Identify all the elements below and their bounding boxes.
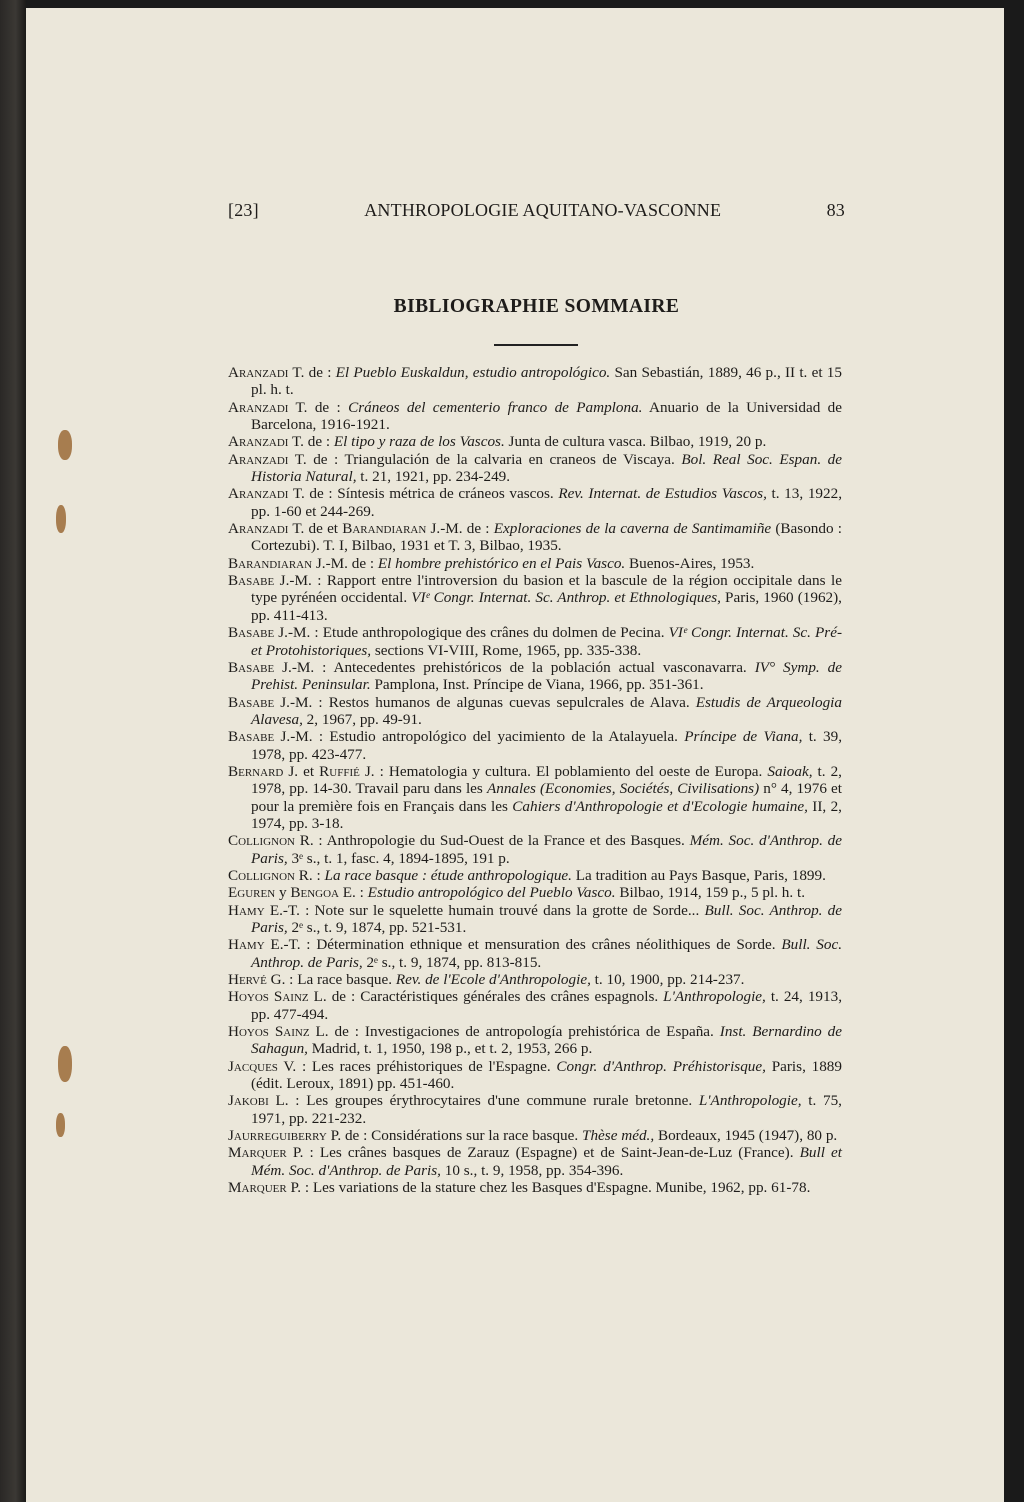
citation-text: J.-M. : Etude anthropologique des crânes du dolmen de Pecina. [274,624,669,642]
citation-text: Junta de cultura vasca. Bilbao, 1919, 20 p. [504,433,767,451]
author-name: Bengoa [290,884,339,902]
citation-text: T. de : [288,364,336,381]
citation-text: J.-M. : Estudio antropológico del yacimiento de la Atalayuela. [274,728,685,746]
work-title: Estudio antropológico del Pueblo Vasco. [367,884,616,902]
author-name: Marquer [228,1144,287,1162]
citation-text: V. : Les races préhistoriques de l'Espagne. [277,1057,557,1075]
citation-text: n° 4, 1976 et pour la première fois en Français dans les [251,780,843,815]
author-name: Aranzadi [228,433,289,451]
bibliography-entry [228,902,842,937]
binding-stain [56,505,66,533]
citation-text: Paris, 1889 (édit. Leroux, 1891) pp. 451-460. [251,1057,842,1093]
bibliography-entry [228,971,842,988]
citation-text: 2ᵉ s., t. 9, 1874, pp. 521-531. [287,919,467,936]
author-name: Aranzadi [228,520,289,538]
citation-text: R. : Anthropologie du Sud-Ouest de la France et des Basques. [294,832,690,850]
running-title: ANTHROPOLOGIE AQUITANO-VASCONNE [364,200,722,220]
work-title: Mém. Soc. d'Anthrop. de Paris, [251,832,842,867]
binding-stain [58,1046,72,1082]
work-title: Rev. Internat. de Estudios Vascos, [558,485,767,503]
bibliography-entry [228,399,842,434]
page-title: BIBLIOGRAPHIE SOMMAIRE [393,296,680,317]
citation-text: T. de et [288,520,343,538]
citation-text: E.-T. : Détermination ethnique et mensuration des crânes néolithiques de Sorde. [264,936,782,954]
bibliography-entry [228,520,842,555]
author-name: Collignon [228,832,295,850]
bibliography-entry [228,1127,842,1144]
citation-text: J.-M. de : [426,520,494,538]
work-title: Estudis de Arqueologia Alavesa, [251,693,842,728]
bibliography-entry [228,936,842,971]
citation-text: Buenos-Aires, 1953. [625,554,755,572]
work-title: IV° Symp. de Prehist. Peninsular. [251,658,843,694]
citation-text: Anuario de la Universidad de Barcelona, 1916-1921. [251,398,842,434]
author-name: Basabe [228,572,275,590]
citation-text: 2ᵉ s., t. 9, 1874, pp. 813-815. [362,953,542,971]
work-title: Cahiers d'Anthropologie et d'Ecologie humaine, [512,797,808,815]
author-name: Aranzadi [228,485,289,503]
citation-text: J. : Hematologia y cultura. El poblamiento del oeste de Europa. [359,762,768,780]
citation-text: J. et [283,762,320,780]
citation-text: Pamplona, Inst. Príncipe de Viana, 1966, pp. 351-361. [370,676,704,694]
author-name: Barandiaran [342,520,427,538]
author-name: Jakobi [228,1092,269,1110]
work-title: El hombre prehistórico en el Pais Vasco. [377,554,626,572]
adjacent-page-edge [0,0,26,1502]
citation-text: 2, 1967, pp. 49-91. [302,710,422,728]
author-name: Marquer [228,1179,287,1197]
author-name: Hoyos Sainz [228,988,309,1006]
bibliography-entry [228,988,842,1023]
work-title: Exploraciones de la caverna de Santimamiñe [493,520,772,538]
work-title: L'Anthropologie, [698,1092,802,1110]
bibliography-entry [228,694,842,729]
work-title: El Pueblo Euskaldun, estudio antropológico. [335,364,611,381]
work-title: Saioak, [767,762,813,780]
title-rule [494,344,578,346]
author-name: Bernard [228,762,284,780]
work-title: Annales (Economies, Sociétés, Civilisations) [486,780,760,798]
bibliography-entry [228,763,842,832]
bibliography-entry [228,555,842,572]
author-name: Eguren [228,884,276,902]
citation-text: J.-M. de : [312,554,378,572]
citation-text: y [275,884,291,902]
binding-stain [58,430,72,460]
citation-text: San Sebastián, 1889, 46 p., II t. et 15 pl. h. t. [251,364,842,399]
work-title: Inst. Bernardino de Sahagun, [251,1023,843,1058]
work-title: Príncipe de Viana, [684,728,803,746]
citation-text: J.-M. : Rapport entre l'introversion du basion et la bascule de la région occipitale dans le type pyrénéen occidental. [251,572,842,607]
citation-text: t. 10, 1900, pp. 214-237. [590,971,745,989]
page-number: 83 [826,200,845,220]
bibliography-entry [228,867,842,884]
bibliography-entry [228,1023,842,1058]
bibliography-entry [228,832,842,867]
citation-text: G. : La race basque. [266,971,396,989]
citation-text: Madrid, t. 1, 1950, 198 p., et t. 2, 1953, 266 p. [307,1040,593,1058]
bibliography-list [228,364,842,1197]
citation-text: t. 75, 1971, pp. 221-232. [251,1092,842,1127]
work-title: VIᵉ Congr. Internat. Sc. Pré- et Protohistoriques, [251,624,842,659]
citation-text: P. de : Considérations sur la race basque. [326,1127,582,1145]
author-name: Basabe [228,624,275,642]
citation-text: E.-T. : Note sur le squelette humain trouvé dans la grotte de Sorde... [264,901,705,919]
author-name: Aranzadi [228,450,289,468]
citation-text: L. de : Investigaciones de antropología prehistórica de España. [309,1023,720,1041]
citation-text: P. : Les crânes basques de Zarauz (Espagne) et de Saint-Jean-de-Luz (France). [286,1144,800,1162]
citation-text: T. de : [288,433,334,451]
bibliography-entry [228,364,842,399]
binding-stain [56,1113,65,1137]
citation-text: T. de : Síntesis métrica de cráneos vascos. [288,485,559,503]
citation-text: R. : [294,866,325,884]
citation-text: Bilbao, 1914, 159 p., 5 pl. h. t. [615,884,805,902]
citation-text: 10 s., t. 9, 1958, pp. 354-396. [440,1161,624,1179]
bibliography-entry [228,624,842,659]
bibliography-entry [228,433,842,450]
bibliography-entry [228,659,842,694]
author-name: Collignon [228,866,295,884]
bibliography-entry [228,572,842,624]
bibliography-entry [228,1058,842,1093]
author-name: Aranzadi [228,398,289,416]
citation-text: J.-M. : Restos humanos de algunas cuevas sepulcrales de Alava. [274,693,696,711]
bibliography-entry [228,1144,842,1179]
work-title: Bol. Real Soc. Espan. de Historia Natural, [251,450,843,486]
citation-text: T. de : Triangulación de la calvaria en craneos de Viscaya. [288,450,682,468]
author-name: Jaurreguiberry [228,1127,327,1145]
citation-text: II, 2, 1974, pp. 3-18. [251,797,842,832]
citation-text: 3ᵉ s., t. 1, fasc. 4, 1894-1895, 191 p. [287,849,510,867]
citation-text: t. 21, 1921, pp. 234-249. [356,468,511,486]
author-name: Ruffié [319,762,360,780]
citation-text: Bordeaux, 1945 (1947), 80 p. [654,1127,838,1145]
work-title: Rev. de l'Ecole d'Anthropologie, [395,971,591,989]
citation-text: t. 24, 1913, pp. 477-494. [251,988,842,1023]
bibliography-entry [228,485,842,520]
citation-text: sections VI-VIII, Rome, 1965, pp. 335-338. [371,641,642,659]
citation-text: L. : Les groupes érythrocytaires d'une commune rurale bretonne. [268,1092,699,1110]
bibliography-entry [228,728,842,763]
bibliography-entry [228,884,842,901]
citation-text: (Basondo : Cortezubi). T. I, Bilbao, 1931 et T. 3, Bilbao, 1935. [251,520,843,555]
bibliography-entry [228,451,842,486]
author-name: Hamy [228,936,265,954]
work-title: Cráneos del cementerio franco de Pamplona. [348,398,643,416]
citation-text: t. 39, 1978, pp. 423-477. [251,728,843,763]
author-name: Basabe [228,728,275,746]
citation-text: L. de : Caractéristiques générales des crânes espagnols. [308,988,664,1006]
author-name: Barandiaran [228,554,313,572]
author-name: Hoyos Sainz [228,1023,310,1041]
bibliography-entry [228,1179,842,1196]
citation-text: t. 2, 1978, pp. 14-30. Travail paru dans les [251,762,842,798]
bibliography-entry [228,1092,842,1127]
work-title: Thèse méd., [582,1127,655,1145]
work-title: VIᵉ Congr. Internat. Sc. Anthrop. et Ethnologiques, [411,589,721,607]
author-name: Hervé [228,971,267,989]
section-number: [23] [228,200,259,220]
author-name: Basabe [228,658,275,676]
work-title: Bull. Soc. Anthrop. de Paris, [251,901,842,936]
work-title: La race basque : étude anthropologique. [324,866,572,884]
author-name: Basabe [228,693,275,711]
work-title: Bull et Mém. Soc. d'Anthrop. de Paris, [251,1144,842,1179]
author-name: Jacques [228,1057,278,1075]
work-title: L'Anthropologie, [663,988,766,1006]
author-name: Hamy [228,901,265,919]
citation-text: E. : [338,884,368,902]
author-name: Aranzadi [228,364,289,381]
citation-text: J.-M. : Antecedentes prehistóricos de la población actual vasconavarra. [274,658,755,676]
running-header [228,200,845,221]
citation-text: t. 13, 1922, pp. 1-60 et 244-269. [251,485,842,520]
citation-text: Paris, 1960 (1962), pp. 411-413. [251,589,842,624]
work-title: Bull. Soc. Anthrop. de Paris, [251,936,842,971]
work-title: Congr. d'Anthrop. Préhistorisque, [556,1057,766,1075]
citation-text: P. : Les variations de la stature chez les Basques d'Espagne. Munibe, 1962, pp. 61-78. [286,1179,811,1197]
work-title: El tipo y raza de los Vascos. [333,433,505,451]
citation-text: La tradition au Pays Basque, Paris, 1899. [571,866,826,884]
citation-text: T. de : [288,398,349,416]
